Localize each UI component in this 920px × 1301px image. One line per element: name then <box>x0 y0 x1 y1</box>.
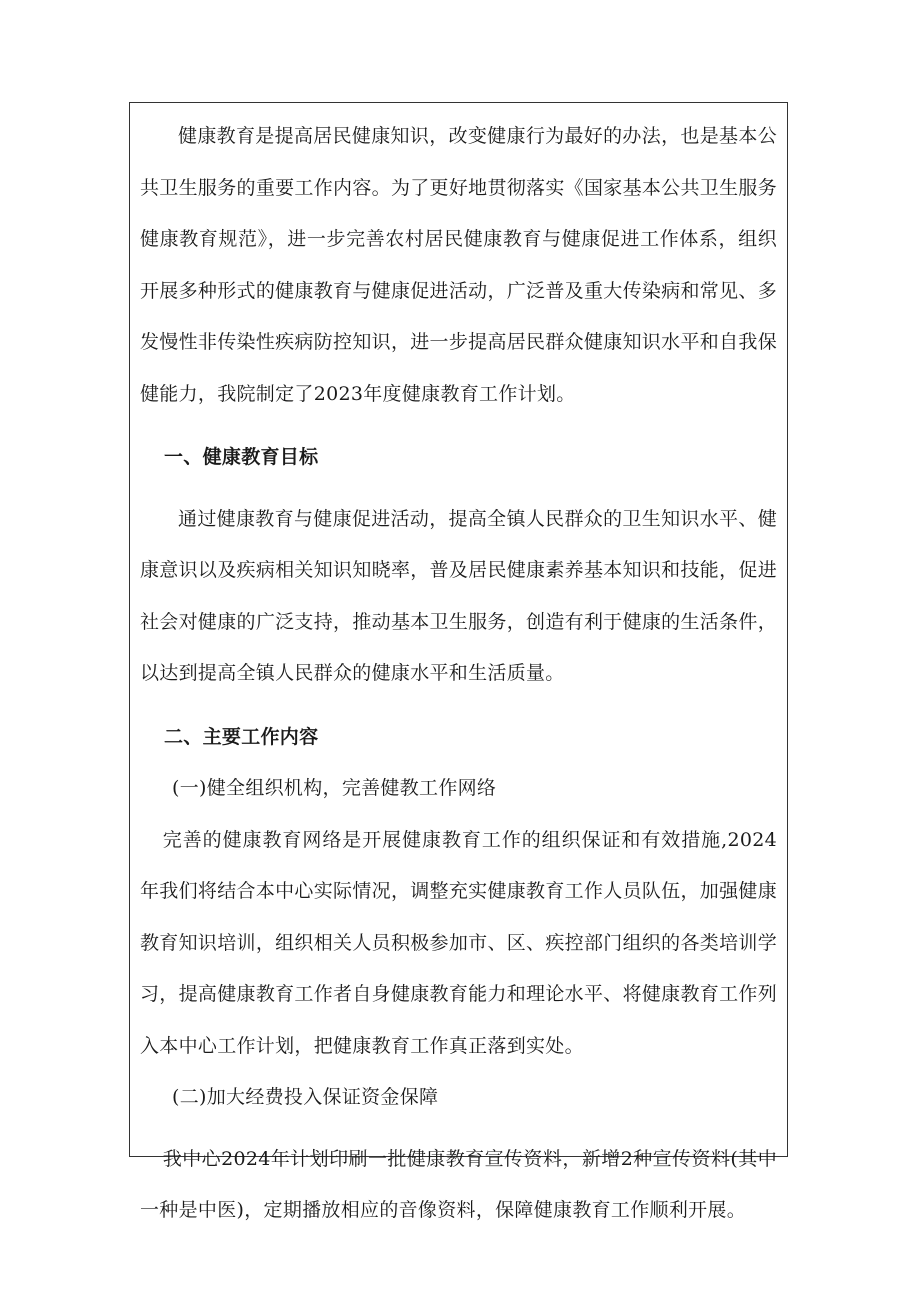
section-1-paragraph: 通过健康教育与健康促进活动，提高全镇人民群众的卫生知识水平、健康意识以及疾病相关知识知晓率，普及居民健康素养基本知识和技能，促进社会对健康的广泛支持，推动基本卫生服务，创造有利于健康的生活条件，以达到提高全镇人民群众的健康水平和生活质量。 <box>140 507 777 684</box>
subsection-1-paragraph: 完善的健康教育网络是开展健康教育工作的组织保证和有效措施,2024年我们将结合本中心实际情况，调整充实健康教育工作人员队伍，加强健康教育知识培训，组织相关人员积极参加市、区、疾控部门组织的各类培训学习，提高健康教育工作者自身健康教育能力和理论水平、将健康教育工作列入本中心工作计划，把健康教育工作真正落到实处。 <box>140 828 777 1057</box>
subsection-1-heading: (一)健全组织机构，完善健教工作网络 <box>172 777 497 799</box>
document-body <box>130 102 787 1237</box>
subsection-2-paragraph: 我中心2024年计划印刷一批健康教育宣传资料，新增2种宣传资料(其中一种是中医)，定期播放相应的音像资料，保障健康教育工作顺利开展。 <box>140 1147 777 1221</box>
section-1-heading: 一、健康教育目标 <box>164 446 319 468</box>
subsection-2-heading: (二)加大经费投入保证资金保障 <box>172 1086 439 1108</box>
section-2-heading: 二、主要工作内容 <box>164 725 319 748</box>
intro-paragraph: 健康教育是提高居民健康知识，改变健康行为最好的办法，也是基本公共卫生服务的重要工作内容。为了更好地贯彻落实《国家基本公共卫生服务健康教育规范》，进一步完善农村居民健康教育与健康促进工作体系，组织开展多种形式的健康教育与健康促进活动，广泛普及重大传染病和常见、多发慢性非传染性疾病防控知识，进一步提高居民群众健康知识水平和自我保健能力，我院制定了2023年度健康教育工作计划。 <box>140 125 777 405</box>
